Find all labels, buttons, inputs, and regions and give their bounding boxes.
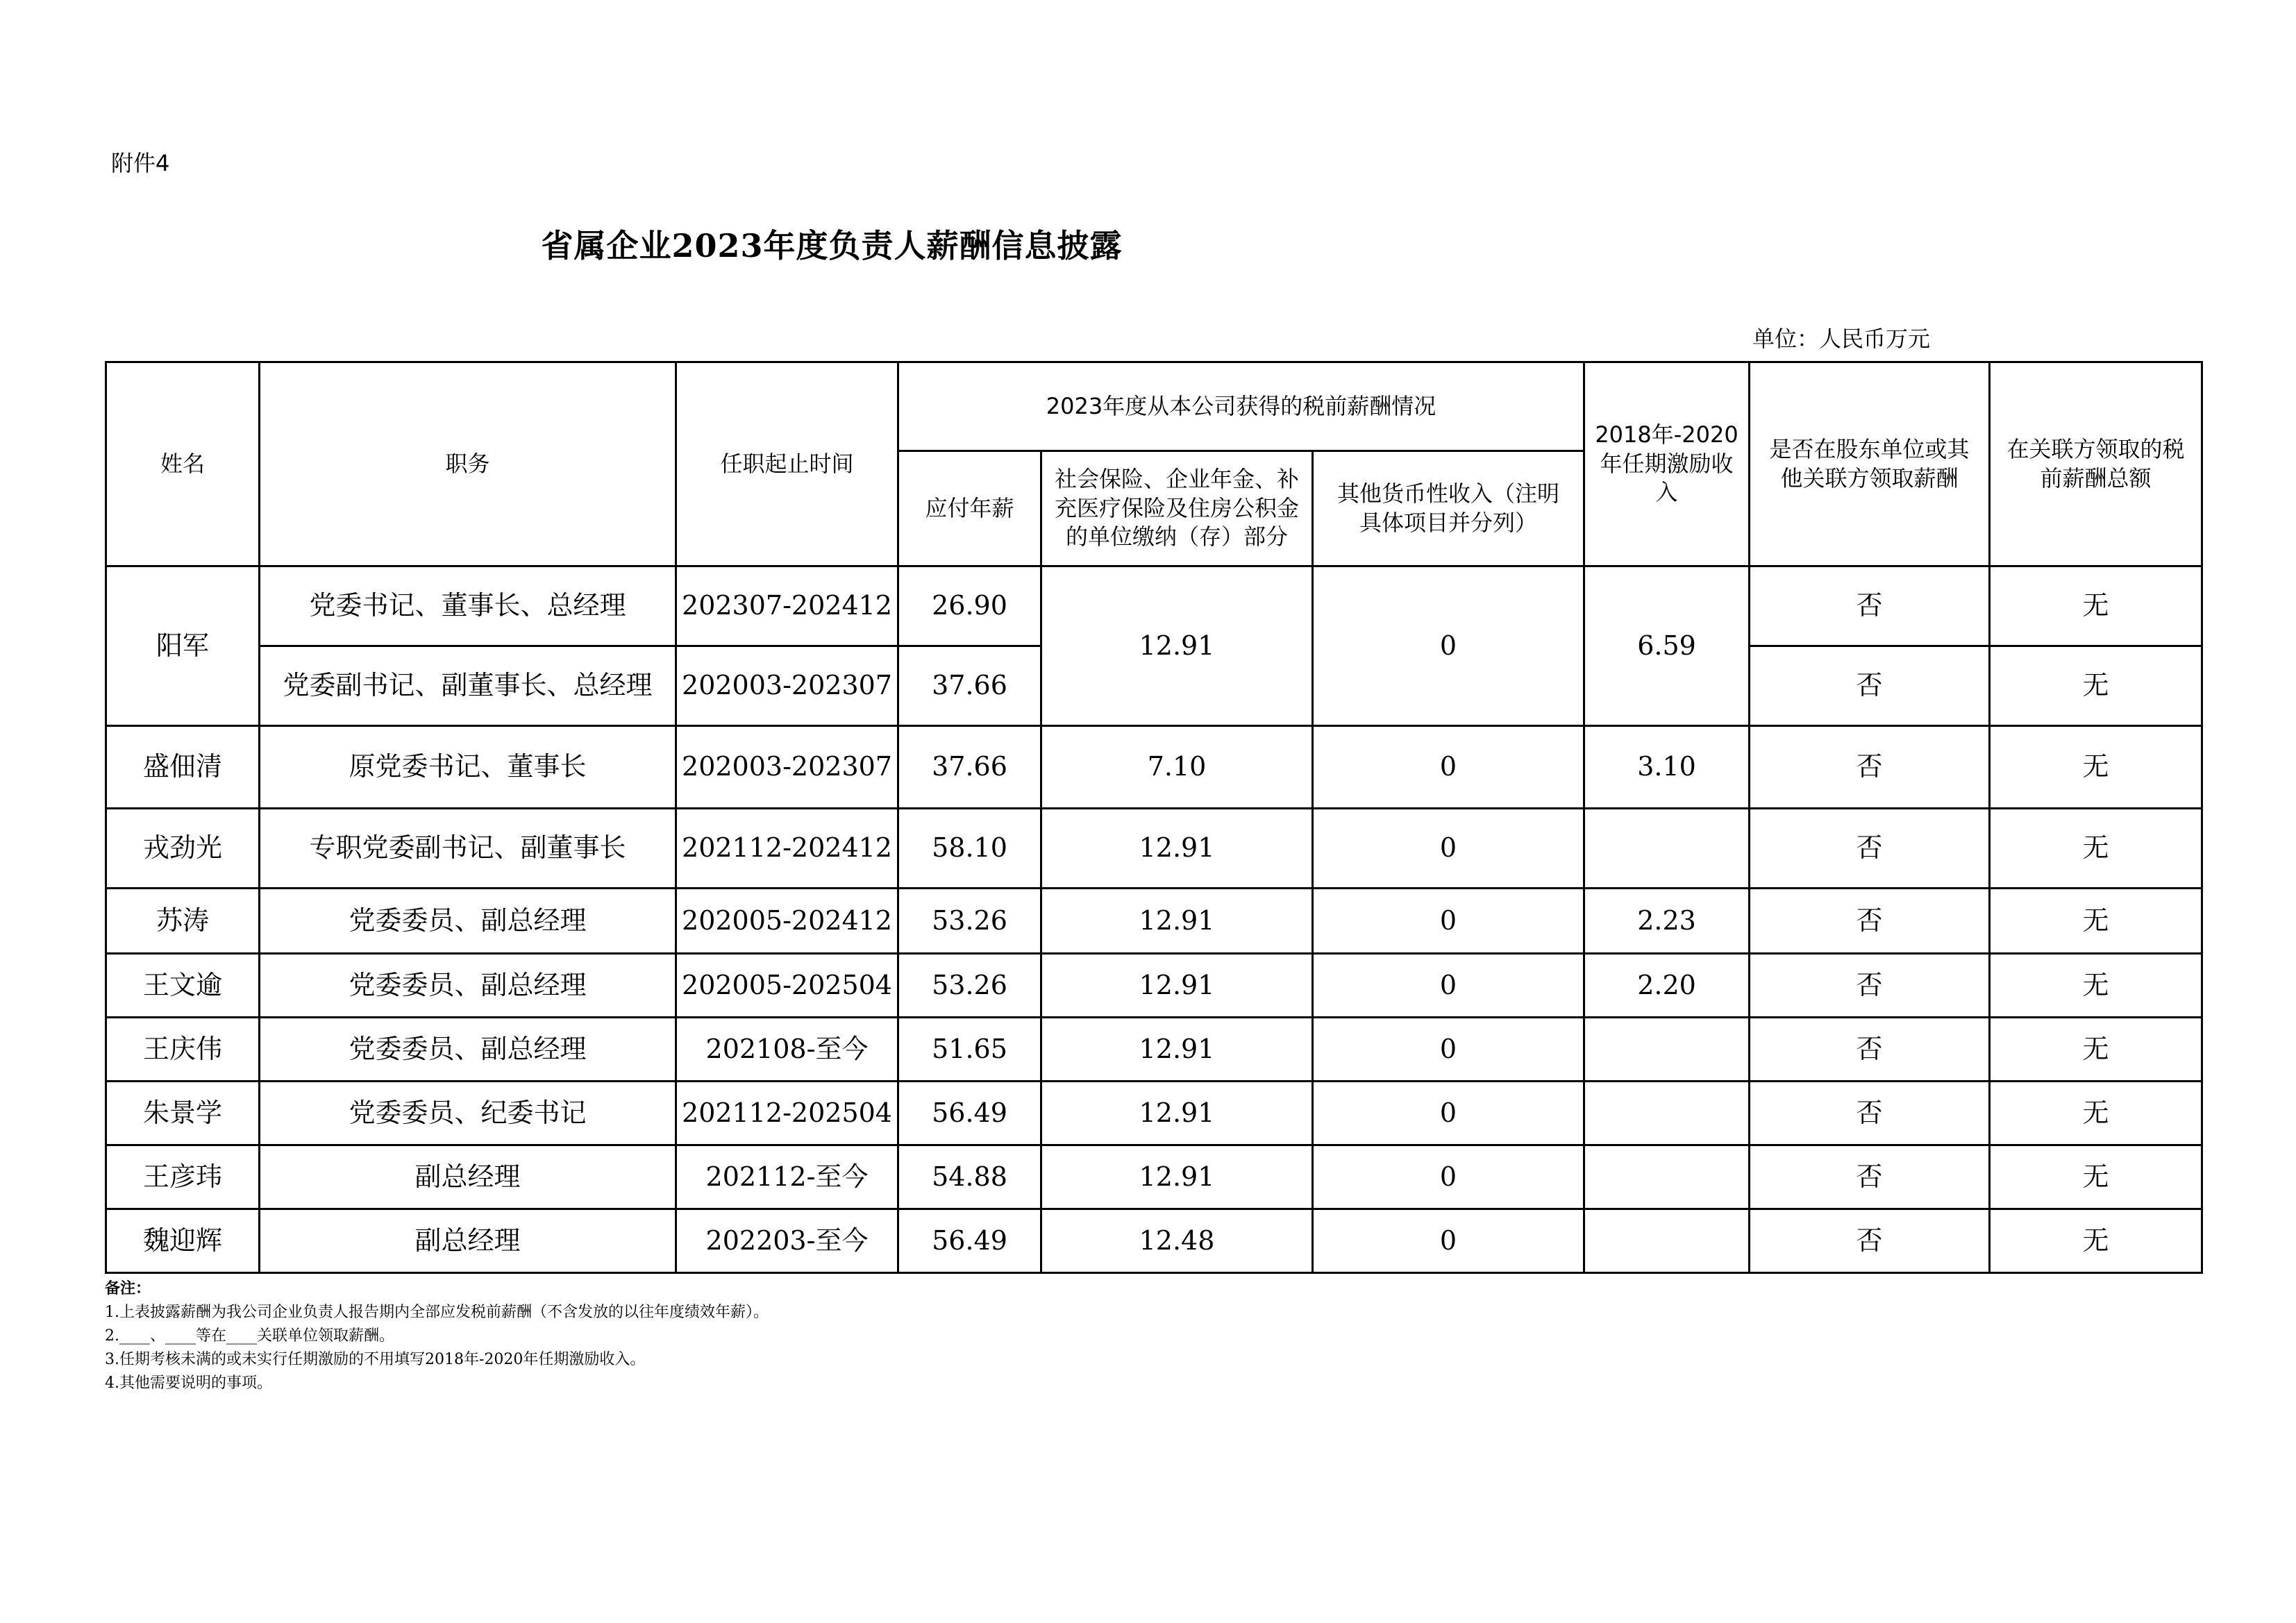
table-row: [106, 1082, 2202, 1145]
shareholder-cell: 否: [1750, 1145, 1990, 1209]
term-cell: 202112-202504: [676, 1082, 898, 1145]
position-cell: 党委委员、纪委书记: [260, 1082, 676, 1145]
shareholder-cell: 否: [1750, 646, 1990, 726]
name-cell: 王庆伟: [106, 1018, 260, 1082]
shareholder-cell: 否: [1750, 809, 1990, 889]
incentive-cell: [1584, 809, 1750, 889]
social-cell: 12.91: [1041, 566, 1313, 726]
incentive-cell: 2.20: [1584, 954, 1750, 1018]
table-row: [106, 889, 2202, 954]
salary-cell: 53.26: [898, 954, 1041, 1018]
salary-cell: 56.49: [898, 1082, 1041, 1145]
table-row: [106, 1018, 2202, 1082]
table-row: [106, 809, 2202, 889]
related-total-cell: 无: [1990, 954, 2202, 1018]
salary-cell: 58.10: [898, 809, 1041, 889]
table-row: [106, 566, 2202, 646]
shareholder-cell: 否: [1750, 566, 1990, 646]
term-cell: 202112-202412: [676, 809, 898, 889]
related-total-cell: 无: [1990, 1018, 2202, 1082]
term-cell: 202003-202307: [676, 726, 898, 809]
table-row: [106, 1145, 2202, 1209]
shareholder-cell: 否: [1750, 1209, 1990, 1273]
salary-cell: 37.66: [898, 726, 1041, 809]
other-income-cell: 0: [1313, 726, 1584, 809]
term-cell: 202005-202504: [676, 954, 898, 1018]
table-row: [106, 726, 2202, 809]
attachment-label: 附件4: [111, 150, 170, 176]
position-cell: 党委副书记、副董事长、总经理: [260, 646, 676, 726]
header-position: 职务: [260, 362, 676, 566]
position-cell: 副总经理: [260, 1145, 676, 1209]
notes-section: [105, 1277, 769, 1395]
social-cell: 12.91: [1041, 889, 1313, 954]
header-term: 任职起止时间: [676, 362, 898, 566]
name-cell: 戎劲光: [106, 809, 260, 889]
social-cell: 12.48: [1041, 1209, 1313, 1273]
related-total-cell: 无: [1990, 646, 2202, 726]
social-cell: 12.91: [1041, 1082, 1313, 1145]
other-income-cell: 0: [1313, 566, 1584, 726]
related-total-cell: 无: [1990, 1145, 2202, 1209]
other-income-cell: 0: [1313, 1018, 1584, 1082]
header-name: 姓名: [106, 362, 260, 566]
table-row: [106, 1209, 2202, 1273]
header-row-1: [106, 362, 2202, 451]
header-salary: 应付年薪: [898, 451, 1041, 566]
salary-cell: 56.49: [898, 1209, 1041, 1273]
other-income-cell: 0: [1313, 809, 1584, 889]
social-cell: 12.91: [1041, 954, 1313, 1018]
other-income-cell: 0: [1313, 889, 1584, 954]
salary-cell: 54.88: [898, 1145, 1041, 1209]
header-social: 社会保险、企业年金、补充医疗保险及住房公积金的单位缴纳（存）部分: [1041, 451, 1313, 566]
notes-title: 备注：: [105, 1280, 151, 1297]
term-cell: 202003-202307: [676, 646, 898, 726]
position-cell: 党委委员、副总经理: [260, 889, 676, 954]
incentive-cell: [1584, 1018, 1750, 1082]
term-cell: 202307-202412: [676, 566, 898, 646]
related-total-cell: 无: [1990, 566, 2202, 646]
position-cell: 专职党委副书记、副董事长: [260, 809, 676, 889]
other-income-cell: 0: [1313, 954, 1584, 1018]
social-cell: 12.91: [1041, 1018, 1313, 1082]
header-group-2023: 2023年度从本公司获得的税前薪酬情况: [898, 362, 1584, 451]
header-other-income: 其他货币性收入（注明具体项目并分列）: [1313, 451, 1584, 566]
table-row: [106, 954, 2202, 1018]
social-cell: 12.91: [1041, 1145, 1313, 1209]
other-income-cell: 0: [1313, 1209, 1584, 1273]
salary-cell: 53.26: [898, 889, 1041, 954]
position-cell: 副总经理: [260, 1209, 676, 1273]
name-cell: 阳军: [106, 566, 260, 726]
name-cell: 王文逾: [106, 954, 260, 1018]
term-cell: 202005-202412: [676, 889, 898, 954]
name-cell: 朱景学: [106, 1082, 260, 1145]
name-cell: 苏涛: [106, 889, 260, 954]
shareholder-cell: 否: [1750, 1082, 1990, 1145]
shareholder-cell: 否: [1750, 1018, 1990, 1082]
incentive-cell: 3.10: [1584, 726, 1750, 809]
note-item: 3.任期考核未满的或未实行任期激励的不用填写2018年-2020年任期激励收入。: [105, 1351, 646, 1368]
related-total-cell: 无: [1990, 1082, 2202, 1145]
position-cell: 原党委书记、董事长: [260, 726, 676, 809]
term-cell: 202203-至今: [676, 1209, 898, 1273]
incentive-cell: [1584, 1145, 1750, 1209]
unit-label: 单位：人民币万元: [1752, 326, 1931, 352]
name-cell: 魏迎辉: [106, 1209, 260, 1273]
page-title: 省属企业2023年度负责人薪酬信息披露: [541, 227, 1123, 264]
incentive-cell: [1584, 1209, 1750, 1273]
social-cell: 7.10: [1041, 726, 1313, 809]
incentive-cell: [1584, 1082, 1750, 1145]
header-related-total: 在关联方领取的税前薪酬总额: [1990, 362, 2202, 566]
shareholder-cell: 否: [1750, 889, 1990, 954]
incentive-cell: 6.59: [1584, 566, 1750, 726]
salary-table: [105, 361, 2203, 1274]
note-item: 4.其他需要说明的事项。: [105, 1374, 272, 1392]
related-total-cell: 无: [1990, 809, 2202, 889]
note-item: 1.上表披露薪酬为我公司企业负责人报告期内全部应发税前薪酬（不含发放的以往年度绩效年薪）。: [105, 1304, 769, 1321]
position-cell: 党委委员、副总经理: [260, 1018, 676, 1082]
related-total-cell: 无: [1990, 1209, 2202, 1273]
salary-cell: 26.90: [898, 566, 1041, 646]
position-cell: 党委委员、副总经理: [260, 954, 676, 1018]
term-cell: 202108-至今: [676, 1018, 898, 1082]
position-cell: 党委书记、董事长、总经理: [260, 566, 676, 646]
name-cell: 盛佃清: [106, 726, 260, 809]
other-income-cell: 0: [1313, 1082, 1584, 1145]
header-shareholder: 是否在股东单位或其他关联方领取薪酬: [1750, 362, 1990, 566]
incentive-cell: 2.23: [1584, 889, 1750, 954]
other-income-cell: 0: [1313, 1145, 1584, 1209]
social-cell: 12.91: [1041, 809, 1313, 889]
related-total-cell: 无: [1990, 726, 2202, 809]
note-item: 2.____、____等在____关联单位领取薪酬。: [105, 1327, 394, 1345]
shareholder-cell: 否: [1750, 954, 1990, 1018]
salary-cell: 51.65: [898, 1018, 1041, 1082]
salary-cell: 37.66: [898, 646, 1041, 726]
related-total-cell: 无: [1990, 889, 2202, 954]
header-incentive: 2018年-2020年任期激励收入: [1584, 362, 1750, 566]
shareholder-cell: 否: [1750, 726, 1990, 809]
term-cell: 202112-至今: [676, 1145, 898, 1209]
name-cell: 王彦玮: [106, 1145, 260, 1209]
